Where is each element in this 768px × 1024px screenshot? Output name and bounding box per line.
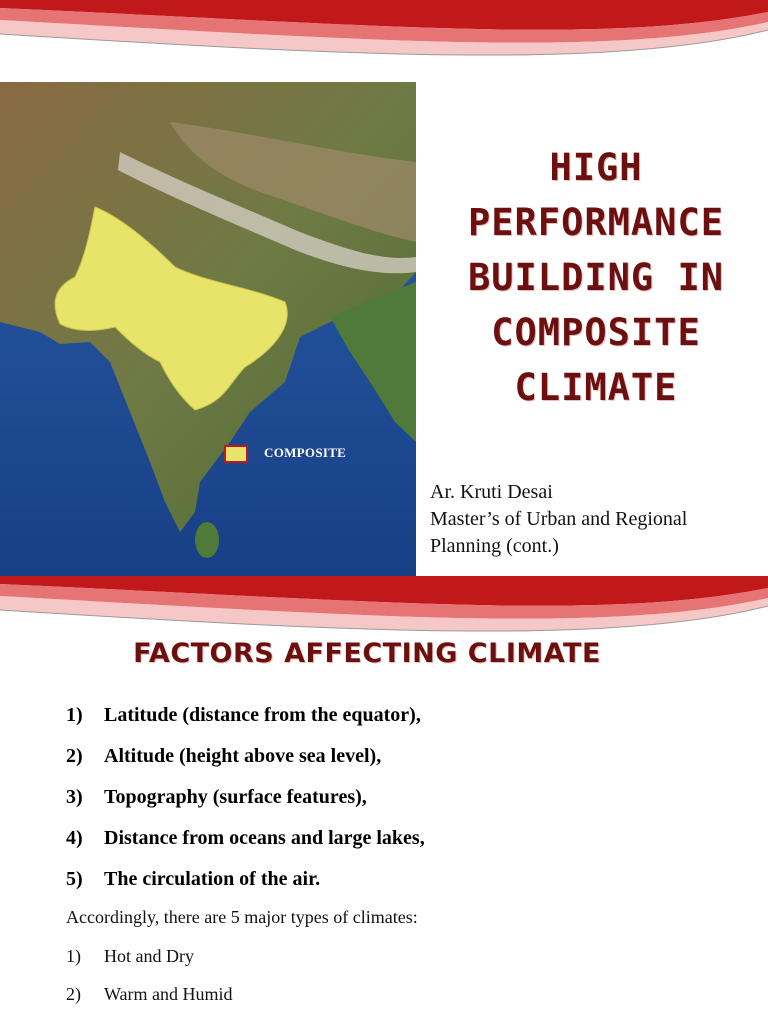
author-block bbox=[430, 479, 766, 560]
author-name: Ar. Kruti Desai bbox=[430, 481, 553, 503]
author-credential: Master’s of Urban and Regional bbox=[430, 508, 688, 530]
title-line: BUILDING IN bbox=[467, 256, 725, 299]
factor-item: 5) The circulation of the air. bbox=[66, 868, 321, 890]
composite-legend-swatch bbox=[224, 445, 248, 463]
factor-item: 4) Distance from oceans and large lakes, bbox=[66, 827, 425, 849]
title-line: COMPOSITE bbox=[491, 311, 701, 354]
factors-slide bbox=[0, 576, 768, 1024]
factor-item: 1) Latitude (distance from the equator), bbox=[66, 704, 421, 726]
composite-legend-label: COMPOSITE bbox=[264, 445, 347, 460]
title-line: HIGH bbox=[549, 146, 643, 189]
climate-types-intro: Accordingly, there are 5 major types of climates: bbox=[66, 907, 418, 927]
slide-title bbox=[424, 140, 768, 415]
india-climate-map bbox=[0, 82, 416, 576]
title-line: PERFORMANCE bbox=[467, 201, 725, 244]
climate-type-item: 1) Hot and Dry bbox=[66, 946, 194, 966]
author-credential: Planning (cont.) bbox=[430, 535, 559, 557]
climate-type-item: 2) Warm and Humid bbox=[66, 984, 233, 1004]
slide-heading: FACTORS AFFECTING CLIMATE bbox=[133, 638, 601, 669]
header-swoosh bbox=[0, 0, 768, 90]
factor-item: 2) Altitude (height above sea level), bbox=[66, 745, 382, 767]
factor-item: 3) Topography (surface features), bbox=[66, 786, 367, 808]
title-line: CLIMATE bbox=[514, 366, 678, 409]
